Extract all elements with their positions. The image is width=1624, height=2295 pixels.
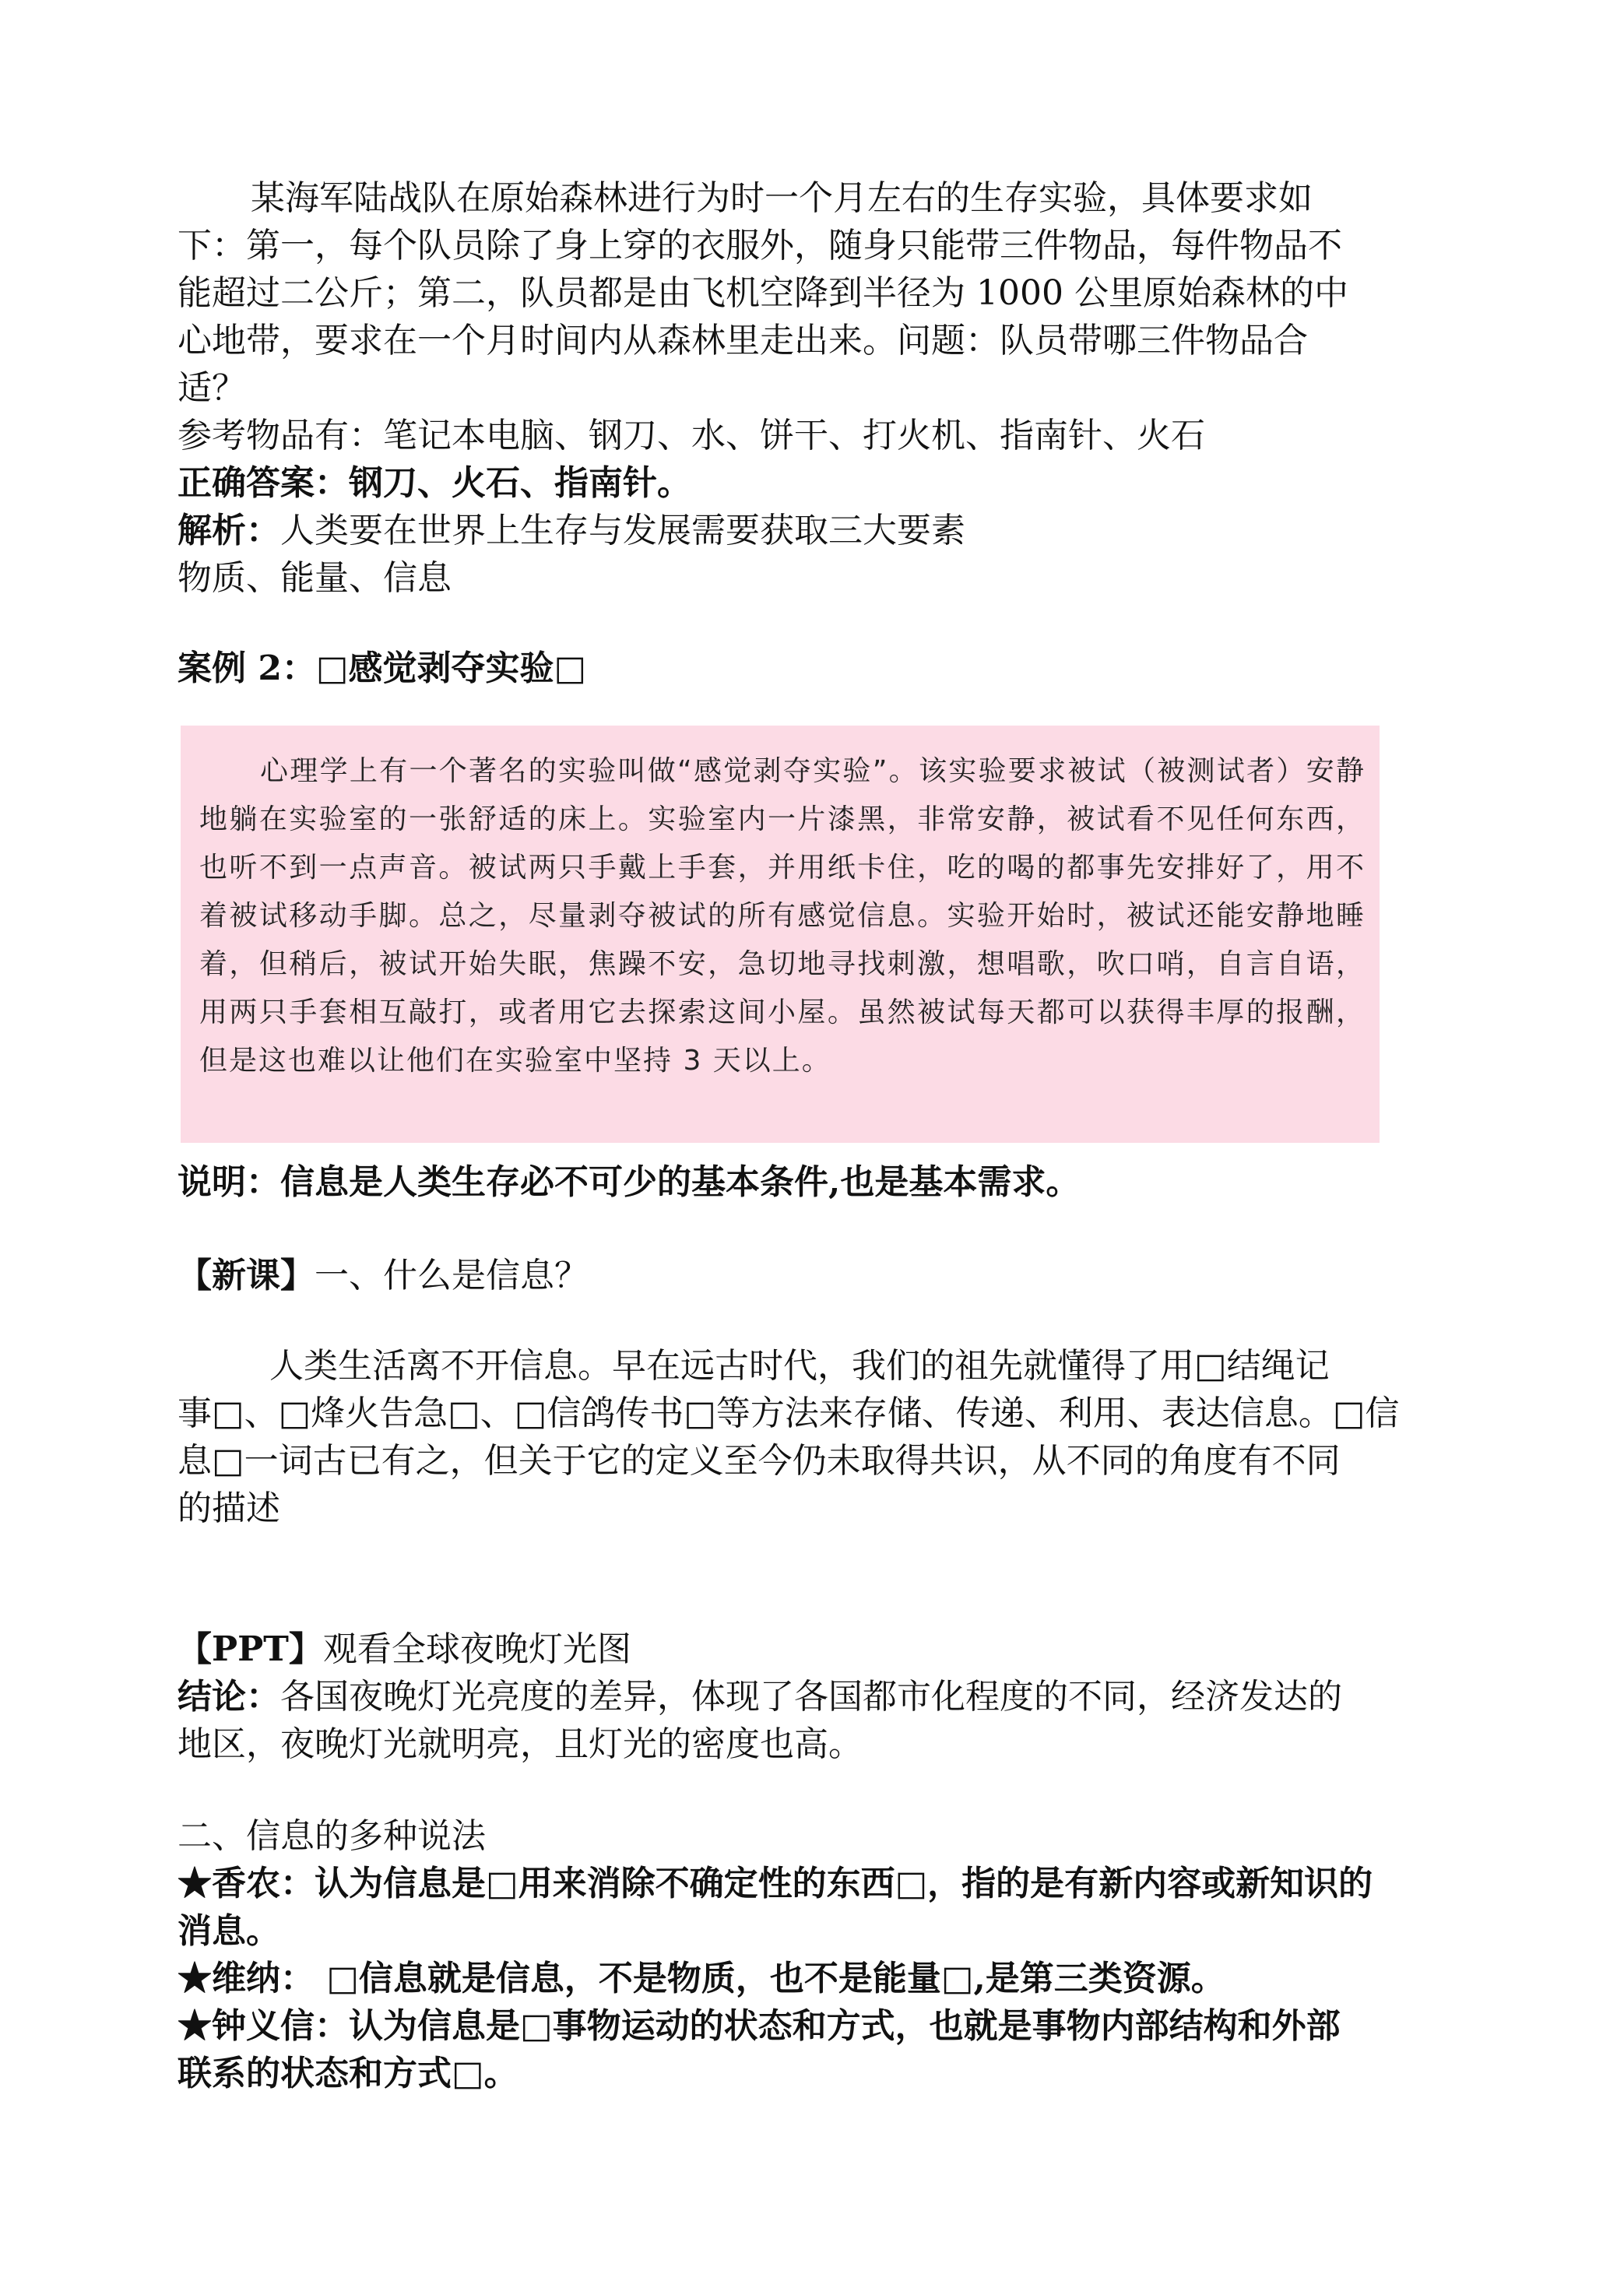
new-lesson-paragraph (178, 1342, 1462, 1532)
case1-paragraph (178, 174, 1462, 602)
case1-line-4: 心地带，要求在一个月时间内从森林里走出来。问题：队员带哪三件物品合 (178, 321, 1308, 360)
reference-items: 参考物品有：笔记本电脑、钢刀、水、饼干、打火机、指南针、火石 (178, 416, 1205, 455)
case1-line-1: 某海军陆战队在原始森林进行为时一个月左右的生存实验，具体要求如 (251, 178, 1313, 218)
definition-zhong-2: 联系的状态和方式□。 (178, 2054, 518, 2093)
definitions-section (178, 1812, 1462, 2097)
definition-shannon-1: ★香农：认为信息是□用来消除不确定性的东西□，指的是有新内容或新知识的 (178, 1864, 1373, 1903)
correct-answer (178, 459, 1462, 507)
conclusion-line-2: 地区，夜晚灯光就明亮，且灯光的密度也高。 (178, 1724, 863, 1764)
conclusion-text-1: 各国夜晚灯光亮度的差异，体现了各国都市化程度的不同，经济发达的 (280, 1677, 1342, 1717)
new-lesson-heading (178, 1252, 1462, 1299)
case1-line-3: 能超过二公斤；第二，队员都是由飞机空降到半径为 1000 公里原始森林的中 (178, 273, 1348, 313)
analysis (178, 507, 1462, 554)
analysis-label: 解析： (178, 511, 280, 550)
conclusion-label: 结论： (178, 1677, 280, 1717)
new-lesson-title: 一、什么是信息？ (315, 1256, 589, 1295)
analysis-text: 人类要在世界上生存与发展需要获取三大要素 (280, 511, 965, 550)
ppt-heading (178, 1625, 1462, 1673)
conclusion-line-1 (178, 1673, 1462, 1720)
ppt-tag: 【PPT】 (178, 1629, 323, 1669)
definitions-heading: 二、信息的多种说法 (178, 1816, 486, 1856)
case1-line-2: 下：第一，每个队员除了身上穿的衣服外，随身只能带三件物品，每件物品不 (178, 226, 1342, 265)
case2-explanation: 说明：信息是人类生存必不可少的基本条件,也是基本需求。 (178, 1162, 1081, 1202)
case2-heading: 案例 2：□感觉剥夺实验□ (178, 648, 587, 688)
new-lesson-line-3: 息□一词古已有之，但关于它的定义至今仍未取得共识，从不同的角度有不同 (178, 1441, 1341, 1481)
answer-label: 正确答案： (178, 463, 349, 503)
ppt-title: 观看全球夜晚灯光图 (322, 1629, 631, 1669)
new-lesson-line-1: 人类生活离不开信息。早在远古时代，我们的祖先就懂得了用□结绳记 (269, 1346, 1330, 1386)
sensory-deprivation-box: 心理学上有一个著名的实验叫做“感觉剥夺实验”。该实验要求被试（被测试者）安静地躺在实验室的一张舒适的床上。实验室内一片漆黑，非常安静，被试看不见任何东西，也听不到一点声音。被试两只手戴上手套，并用纸卡住，吃的喝的都事先安排好了，用不着被试移动手脚。总之，尽量剥夺被试的所有感觉信息。实验开始时，被试还能安静地睡着，但稍后，被试开始失眠，焦躁不安，急切地寻找刺激，想唱歌，吹口哨，自言自语，用两只手套相互敲打，或者用它去探索这间小屋。虽然被试每天都可以获得丰厚的报酬，但是这也难以让他们在实验室中坚持 3 天以上。 (181, 726, 1380, 1143)
definition-wiener: ★维纳： □信息就是信息，不是物质，也不是能量□,是第三类资源。 (178, 1959, 1225, 1998)
three-elements: 物质、能量、信息 (178, 558, 452, 598)
new-lesson-tag: 【新课】 (178, 1256, 315, 1295)
definition-zhong-1: ★钟义信：认为信息是□事物运动的状态和方式，也就是事物内部结构和外部 (178, 2006, 1341, 2046)
definition-shannon-2: 消息。 (178, 1911, 280, 1951)
new-lesson-line-2: 事□、□烽火告急□、□信鸽传书□等方法来存储、传递、利用、表达信息。□信 (178, 1394, 1400, 1433)
case1-line-5: 适？ (178, 368, 246, 408)
ppt-section (178, 1625, 1462, 1768)
answer-value: 钢刀、火石、指南针。 (349, 463, 691, 503)
new-lesson-line-4: 的描述 (178, 1488, 280, 1528)
